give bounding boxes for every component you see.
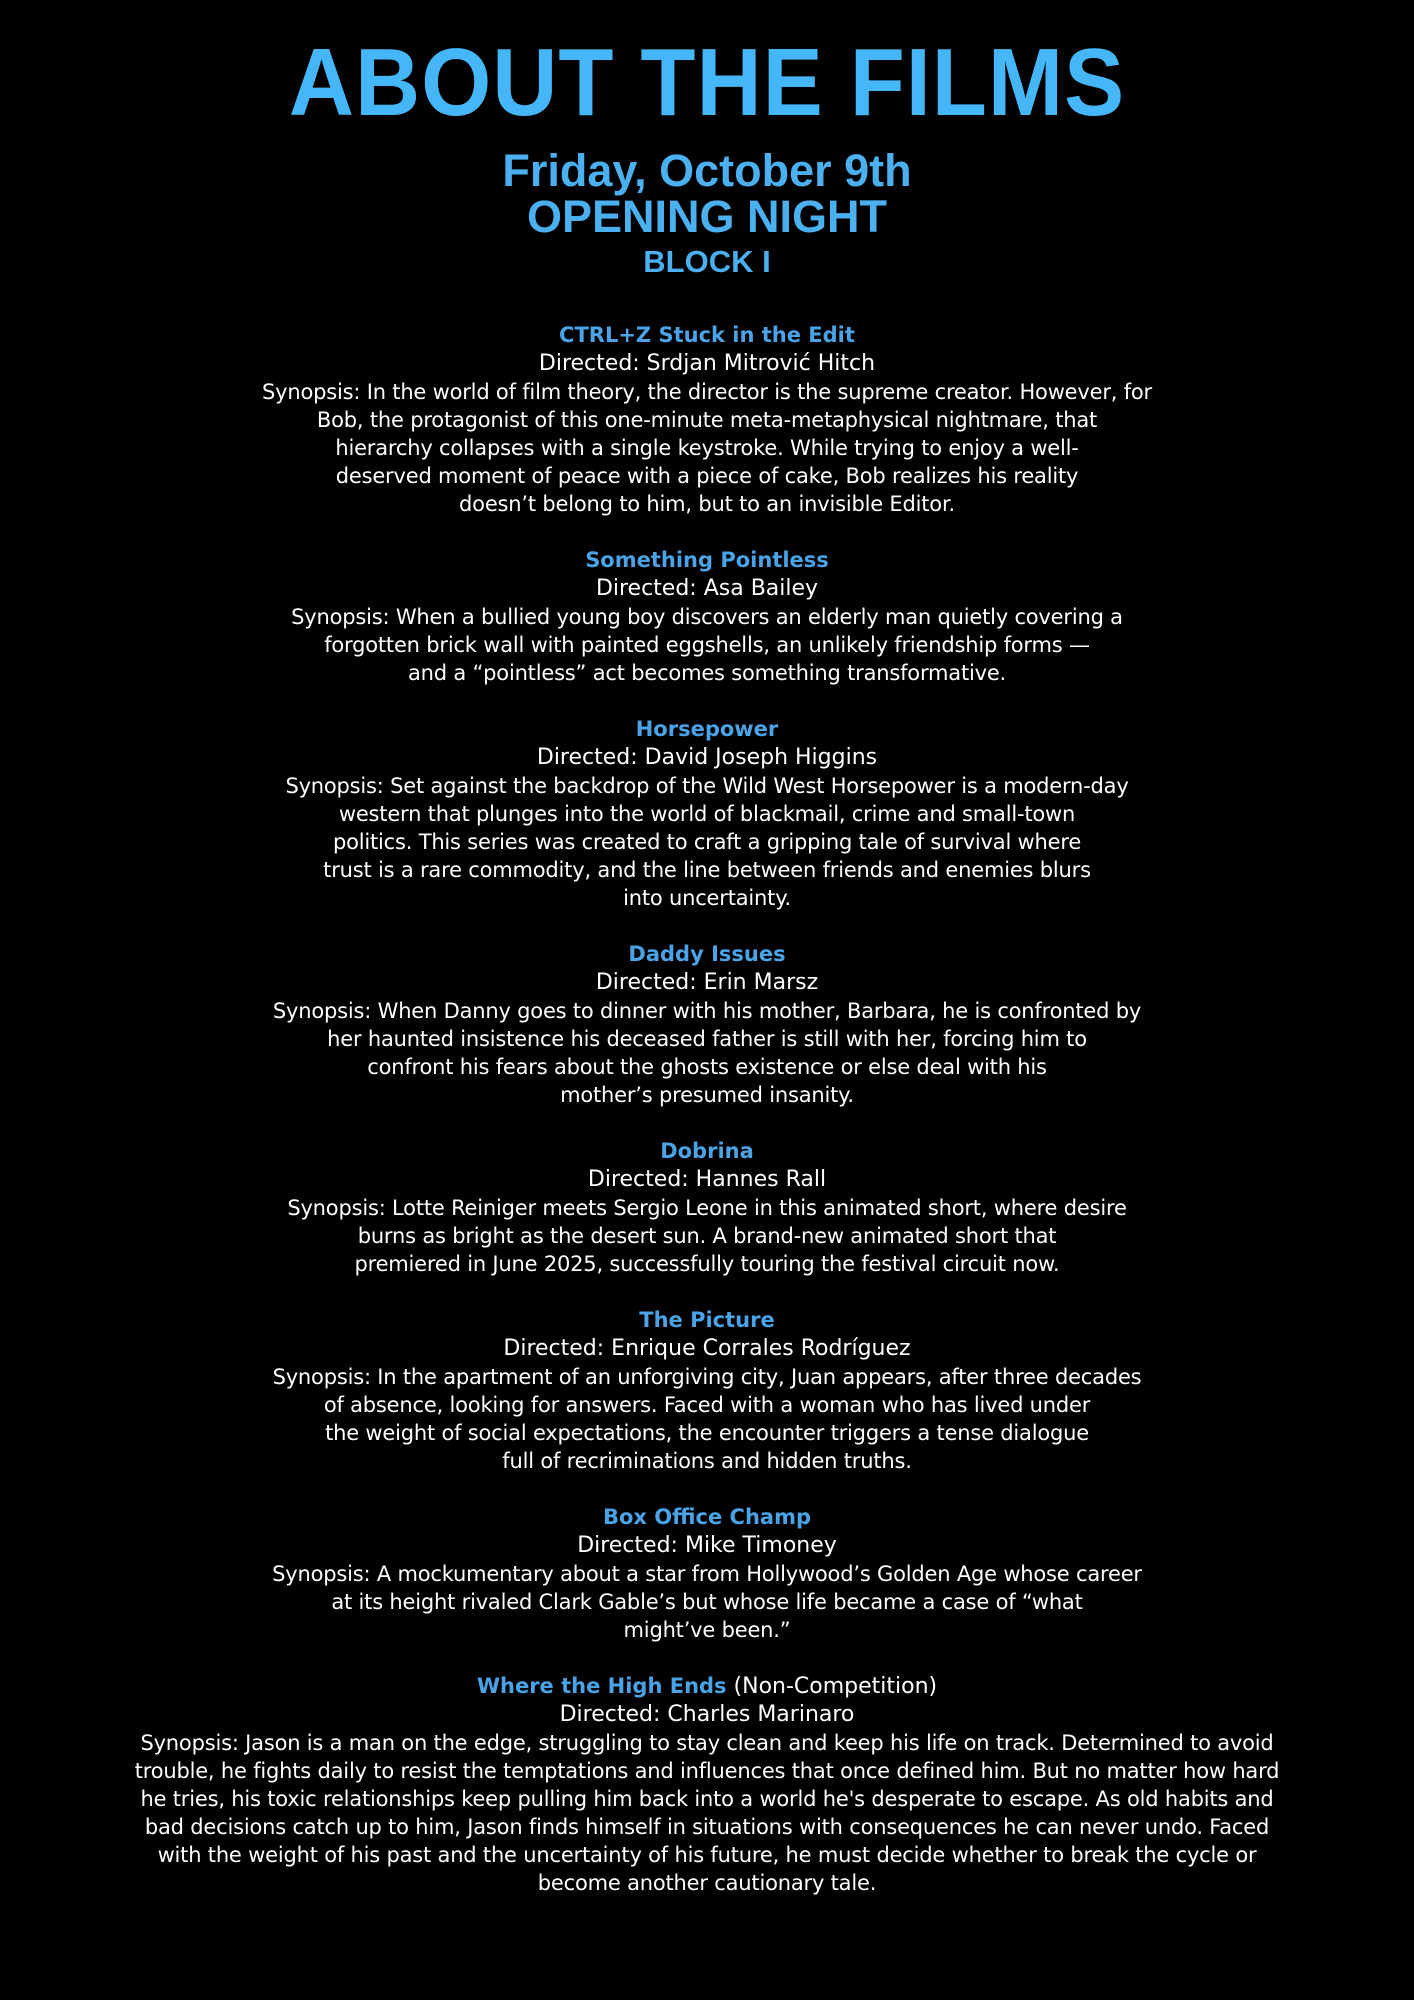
synopsis-line: he tries, his toxic relationships keep pulling him back into a world he's desperate to escape. As old habits and: [140, 1787, 1274, 1811]
synopsis-line: of absence, looking for answers. Faced with a woman who has lived under: [323, 1393, 1091, 1417]
film-director: Directed: David Joseph Higgins: [536, 745, 878, 770]
film-title: Daddy Issues: [628, 942, 786, 966]
synopsis-line: Synopsis: A mockumentary about a star from Hollywood’s Golden Age whose career: [272, 1562, 1142, 1586]
film-title: Something Pointless: [585, 548, 829, 572]
film-title: Box Office Champ: [602, 1505, 811, 1529]
synopsis-line: her haunted insistence his deceased father is still with her, forcing him to: [327, 1027, 1087, 1051]
film-director: Directed: Mike Timoney: [577, 1533, 837, 1558]
synopsis-line: Synopsis: In the world of film theory, the director is the supreme creator. However, for: [262, 380, 1152, 404]
synopsis-line: deserved moment of peace with a piece of cake, Bob realizes his reality: [335, 464, 1079, 488]
film-title-line: [0, 1306, 1414, 1335]
synopsis-line: Synopsis: In the apartment of an unforgiving city, Juan appears, after three decades: [272, 1365, 1142, 1389]
film-synopsis: [237, 997, 1177, 1109]
film-synopsis: [237, 1560, 1177, 1644]
film-entry: [0, 1503, 1414, 1644]
synopsis-line: trouble, he fights daily to resist the temptations and influences that once defined him. But no matter how hard: [134, 1759, 1280, 1783]
synopsis-line: become another cautionary tale.: [537, 1871, 877, 1895]
synopsis-line: at its height rivaled Clark Gable’s but whose life became a case of “what: [331, 1590, 1083, 1614]
page-header: [0, 0, 1414, 282]
page-title: ABOUT THE FILMS: [288, 29, 1126, 136]
synopsis-line: confront his fears about the ghosts existence or else deal with his: [367, 1055, 1047, 1079]
synopsis-line: premiered in June 2025, successfully touring the festival circuit now.: [354, 1252, 1060, 1276]
film-synopsis: [237, 772, 1177, 912]
synopsis-line: and a “pointless” act becomes something transformative.: [407, 661, 1007, 685]
synopsis-line: Synopsis: Lotte Reiniger meets Sergio Leone in this animated short, where desire: [287, 1196, 1127, 1220]
synopsis-line: the weight of social expectations, the encounter triggers a tense dialogue: [325, 1421, 1089, 1445]
film-synopsis: [237, 1363, 1177, 1475]
synopsis-line: western that plunges into the world of blackmail, crime and small-town: [338, 802, 1076, 826]
film-entry: [0, 940, 1414, 1109]
event-name: OPENING NIGHT: [526, 191, 888, 242]
film-director: Directed: Enrique Corrales Rodríguez: [503, 1336, 911, 1361]
synopsis-line: Synopsis: Jason is a man on the edge, struggling to stay clean and keep his life on track. Determined to avoid: [140, 1731, 1274, 1755]
film-title: The Picture: [639, 1308, 775, 1332]
film-director: Directed: Erin Marsz: [595, 970, 819, 995]
synopsis-line: trust is a rare commodity, and the line between friends and enemies blurs: [323, 858, 1091, 882]
synopsis-line: politics. This series was created to craft a gripping tale of survival where: [332, 830, 1082, 854]
film-director: Directed: Asa Bailey: [595, 576, 819, 601]
film-synopsis: [237, 1194, 1177, 1278]
film-synopsis: [237, 603, 1177, 687]
film-entry: [0, 1306, 1414, 1475]
synopsis-line: Synopsis: When a bullied young boy discovers an elderly man quietly covering a: [291, 605, 1123, 629]
synopsis-line: into uncertainty.: [623, 886, 791, 910]
film-title-line: [0, 546, 1414, 575]
synopsis-line: full of recriminations and hidden truths.: [502, 1449, 912, 1473]
synopsis-line: Bob, the protagonist of this one-minute meta-metaphysical nightmare, that: [316, 408, 1098, 432]
film-director: Directed: Srdjan Mitrović Hitch: [538, 351, 876, 376]
film-title-line: [0, 1137, 1414, 1166]
film-title: Dobrina: [660, 1139, 754, 1163]
synopsis-line: forgotten brick wall with painted eggshells, an unlikely friendship forms —: [324, 633, 1090, 657]
film-entry: [0, 1672, 1414, 1897]
synopsis-line: hierarchy collapses with a single keystroke. While trying to enjoy a well-: [335, 436, 1079, 460]
synopsis-line: bad decisions catch up to him, Jason finds himself in situations with consequences he can never undo. Faced: [144, 1815, 1270, 1839]
film-title-line: [0, 1503, 1414, 1532]
film-entry: [0, 546, 1414, 687]
synopsis-line: Synopsis: When Danny goes to dinner with his mother, Barbara, he is confronted by: [272, 999, 1142, 1023]
block-label: BLOCK I: [643, 244, 771, 279]
film-title: Where the High Ends: [476, 1674, 727, 1698]
film-entry: [0, 1137, 1414, 1278]
film-title: Horsepower: [635, 717, 779, 741]
film-synopsis: [237, 378, 1177, 518]
film-entry: [0, 321, 1414, 518]
synopsis-line: doesn’t belong to him, but to an invisible Editor.: [459, 492, 955, 516]
film-director: Directed: Charles Marinaro: [559, 1702, 855, 1727]
film-title-line: [0, 940, 1414, 969]
synopsis-line: burns as bright as the desert sun. A brand-new animated short that: [357, 1224, 1057, 1248]
synopsis-line: Synopsis: Set against the backdrop of the Wild West Horsepower is a modern-day: [285, 774, 1129, 798]
film-list: [0, 321, 1414, 1925]
film-title-line: [0, 1672, 1414, 1701]
film-synopsis: [87, 1729, 1327, 1897]
film-title: CTRL+Z Stuck in the Edit: [559, 323, 855, 347]
synopsis-line: might’ve been.”: [623, 1618, 791, 1642]
synopsis-line: mother’s presumed insanity.: [560, 1083, 854, 1107]
event-date: Friday, October 9th: [502, 145, 912, 196]
film-director: Directed: Hannes Rall: [587, 1167, 827, 1192]
synopsis-line: with the weight of his past and the uncertainty of his future, he must decide whether to break the cycle or: [157, 1843, 1257, 1867]
film-title-line: [0, 715, 1414, 744]
film-entry: [0, 715, 1414, 912]
film-title-line: [0, 321, 1414, 350]
film-note: (Non-Competition): [726, 1674, 938, 1699]
